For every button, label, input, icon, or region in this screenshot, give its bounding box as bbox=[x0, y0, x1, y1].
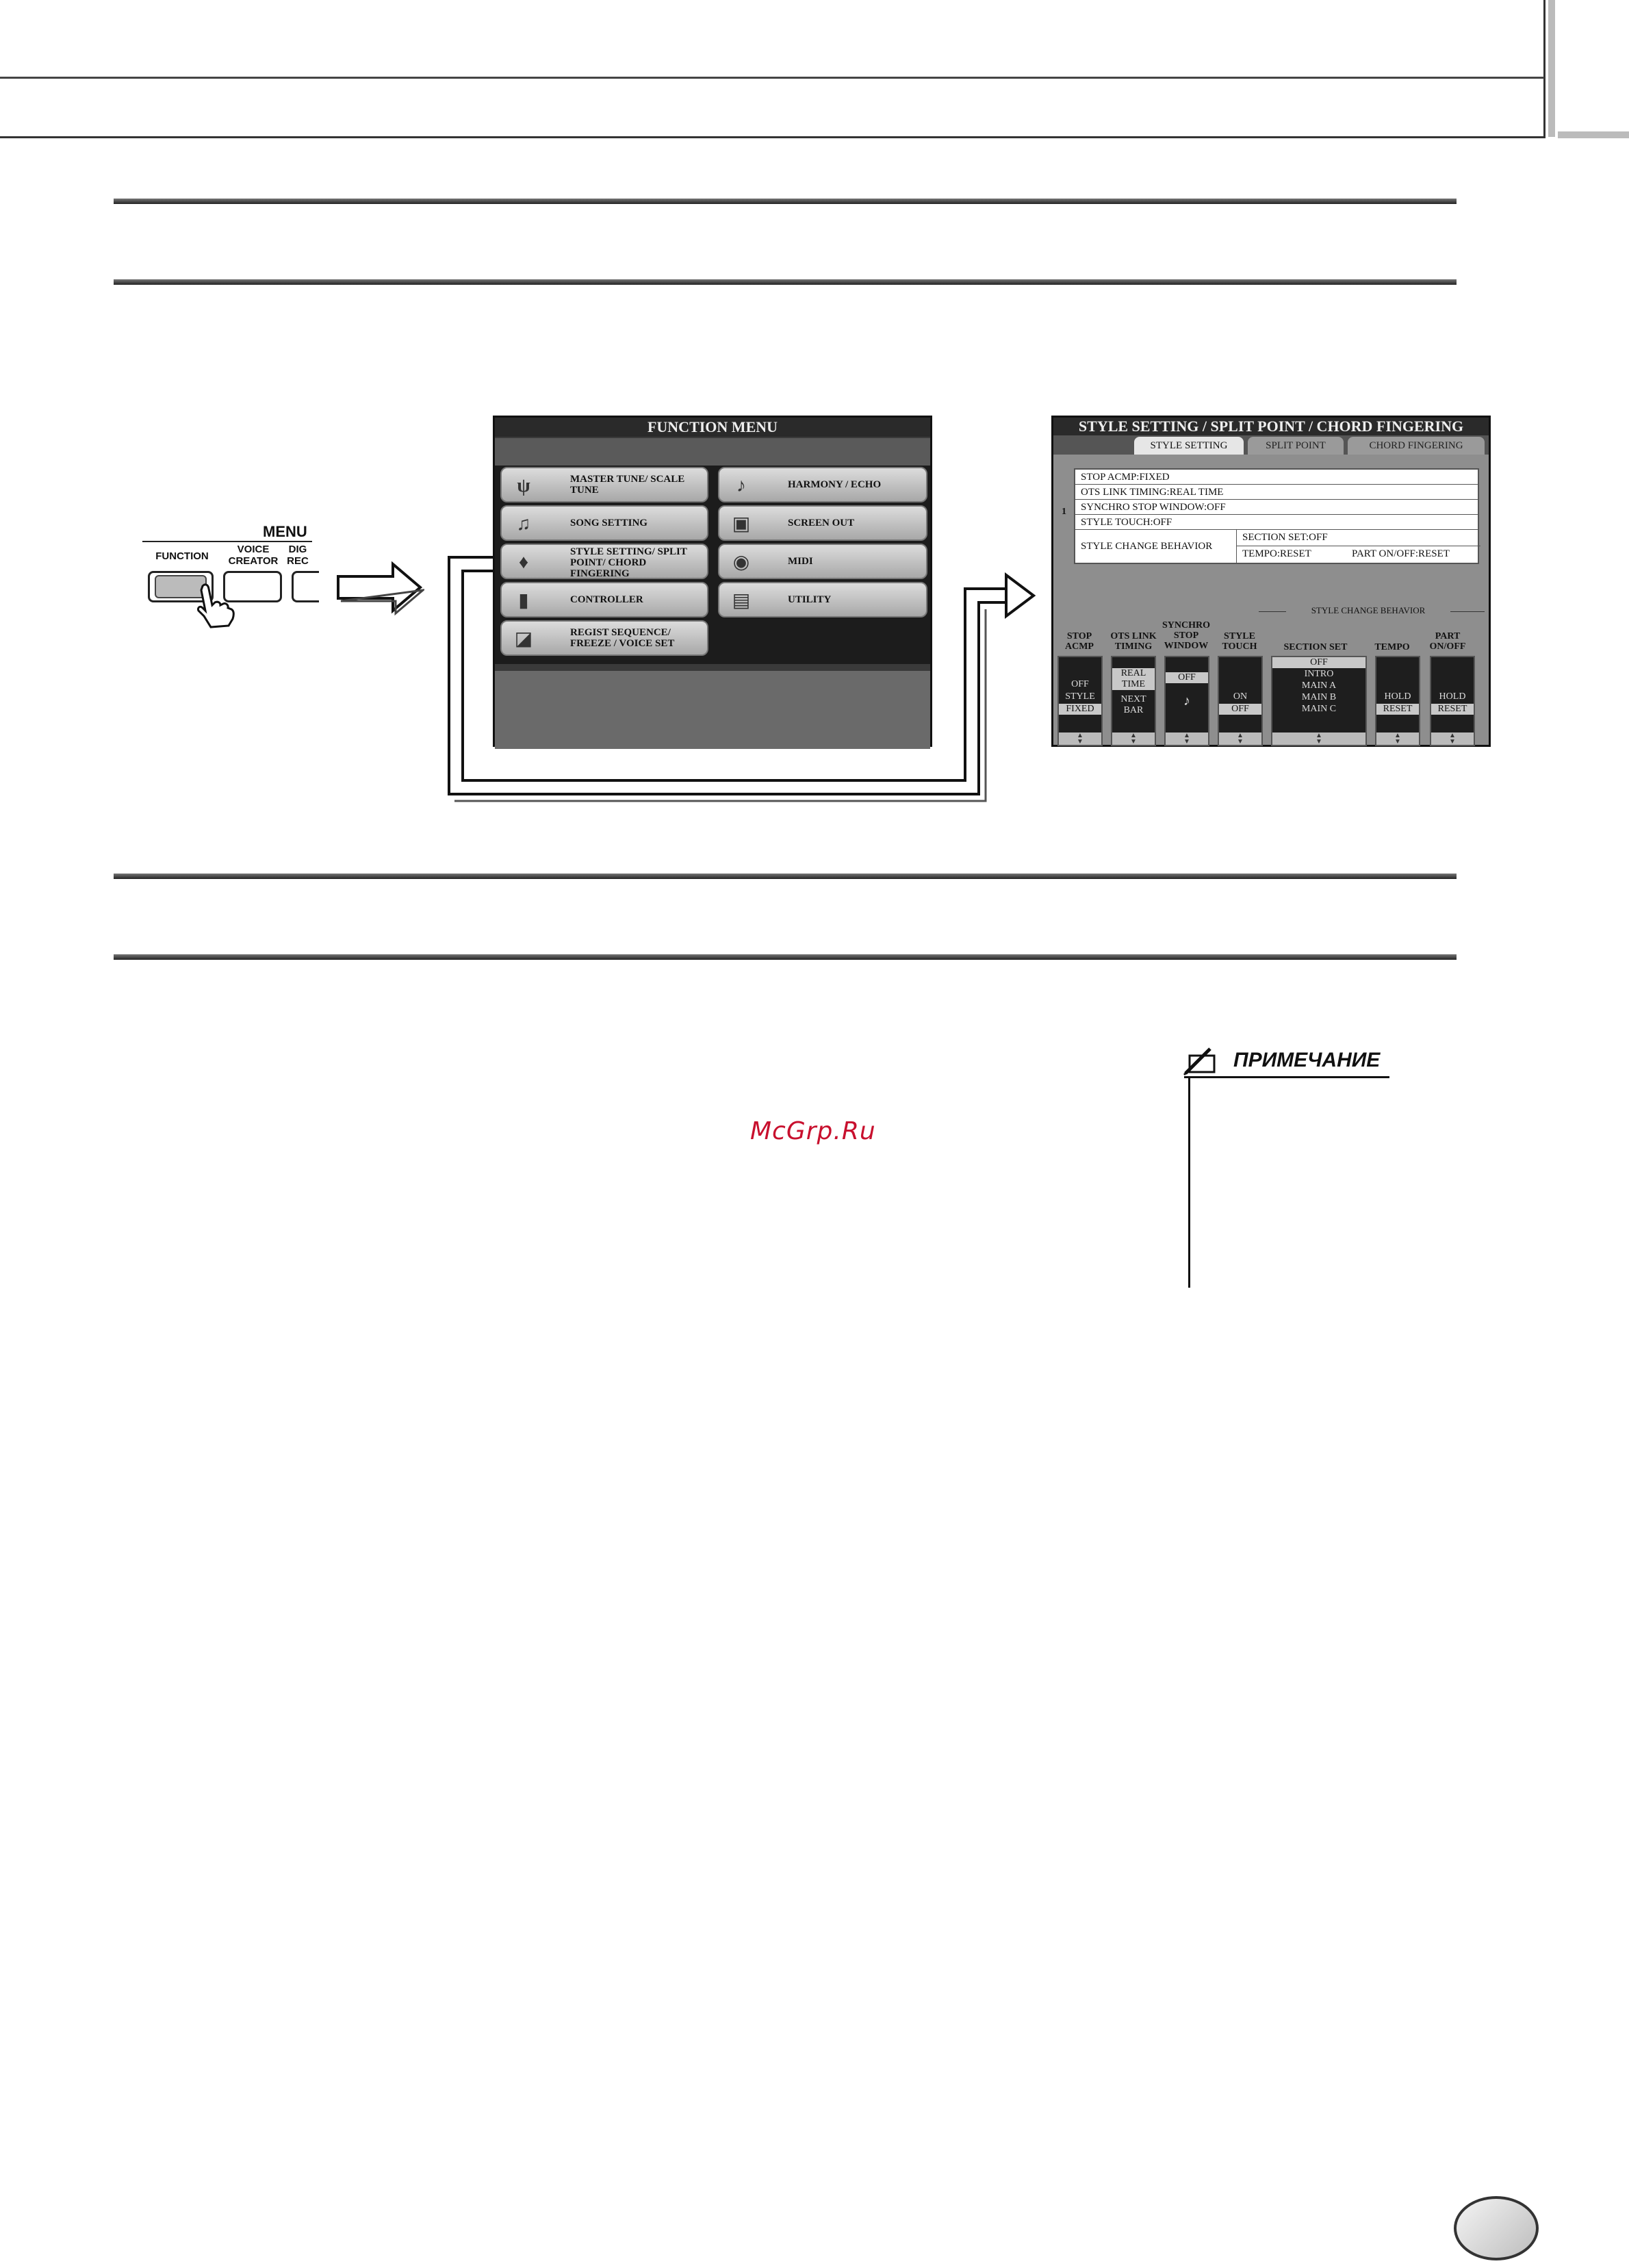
tab-chord-fingering[interactable]: CHORD FINGERING bbox=[1348, 437, 1485, 455]
page-number-badge bbox=[1454, 2196, 1539, 2260]
list-item[interactable]: STYLE TOUCH:OFF bbox=[1075, 515, 1478, 530]
harmony-icon: ♪ bbox=[736, 475, 746, 496]
menu-item-harmony-echo[interactable]: ♪ HARMONY / ECHO bbox=[718, 467, 927, 502]
tab-style-setting[interactable]: STYLE SETTING bbox=[1134, 437, 1244, 455]
list-item[interactable]: PART ON/OFF:RESET bbox=[1352, 548, 1450, 559]
utility-icon: ▤ bbox=[732, 590, 751, 611]
style-screen-title: STYLE SETTING / SPLIT POINT / CHORD FINGERING bbox=[1053, 418, 1489, 435]
style-icon: ♦ bbox=[518, 552, 529, 573]
style-settings-list[interactable] bbox=[1074, 468, 1479, 564]
page-header-frame bbox=[0, 0, 1545, 138]
col-label-tempo: TEMPO bbox=[1374, 642, 1410, 652]
digital-rec-button[interactable] bbox=[292, 571, 319, 602]
list-item[interactable]: STOP ACMP:FIXED bbox=[1075, 470, 1478, 485]
col-label-synchro-stop: SYNCHRO STOP WINDOW bbox=[1162, 620, 1210, 651]
up-down-arrows-icon[interactable]: ▲ ▼ bbox=[1166, 732, 1208, 745]
up-down-arrows-icon[interactable]: ▲ ▼ bbox=[1059, 732, 1101, 745]
up-down-arrows-icon[interactable]: ▲ ▼ bbox=[1219, 732, 1261, 745]
style-touch-selector[interactable]: ON OFF ▲ ▼ bbox=[1218, 656, 1263, 746]
menu-item-midi[interactable]: ◉ MIDI bbox=[718, 544, 927, 579]
regist-icon: ◪ bbox=[514, 628, 533, 650]
function-menu-title: FUNCTION MENU bbox=[495, 418, 930, 437]
section-rule-1b bbox=[114, 279, 1457, 285]
list-item[interactable]: TEMPO:RESET bbox=[1242, 548, 1311, 559]
section-rule-2b bbox=[114, 954, 1457, 960]
menu-item-master-tune[interactable]: ψ MASTER TUNE/ SCALE TUNE bbox=[500, 467, 708, 502]
note-icon: ♫ bbox=[516, 513, 531, 535]
up-down-arrows-icon[interactable]: ▲ ▼ bbox=[1112, 732, 1155, 745]
controller-icon: ▮ bbox=[518, 590, 529, 611]
col-label-stop-acmp: STOP ACMP bbox=[1065, 631, 1094, 652]
note-icon: ♪ bbox=[1183, 693, 1190, 709]
menu-label: MENU bbox=[263, 523, 307, 540]
side-tab-base bbox=[1558, 131, 1629, 138]
digital-rec-label: DIG REC bbox=[287, 544, 309, 567]
function-label: FUNCTION bbox=[155, 550, 209, 562]
menu-item-screen-out[interactable]: ▣ SCREEN OUT bbox=[718, 505, 927, 541]
list-item[interactable]: OTS LINK TIMING:REAL TIME bbox=[1075, 485, 1478, 500]
tuning-fork-icon: ψ bbox=[517, 475, 530, 496]
col-label-section-set: SECTION SET bbox=[1283, 642, 1348, 652]
arrow-right-icon bbox=[335, 561, 424, 616]
col-label-ots-link: OTS LINK TIMING bbox=[1110, 631, 1157, 652]
group-label: STYLE CHANGE BEHAVIOR bbox=[1286, 605, 1450, 616]
col-label-part-onoff: PART ON/OFF bbox=[1429, 631, 1466, 652]
list-item[interactable]: SYNCHRO STOP WINDOW:OFF bbox=[1075, 500, 1478, 515]
list-item[interactable]: SECTION SET:OFF bbox=[1237, 530, 1480, 546]
menu-item-regist-sequence[interactable]: ◪ REGIST SEQUENCE/ FREEZE / VOICE SET bbox=[500, 620, 708, 656]
synchro-stop-selector[interactable]: OFF ♪ ▲ ▼ bbox=[1164, 656, 1209, 746]
list-index: 1 bbox=[1062, 507, 1066, 517]
up-down-arrows-icon[interactable]: ▲ ▼ bbox=[1272, 732, 1365, 745]
watermark-text: McGrp.Ru bbox=[750, 1117, 876, 1145]
midi-icon: ◉ bbox=[732, 552, 750, 573]
section-rule-1a bbox=[114, 199, 1457, 204]
note-heading: ПРИМЕЧАНИЕ bbox=[1233, 1049, 1381, 1071]
up-down-arrows-icon[interactable]: ▲ ▼ bbox=[1376, 732, 1419, 745]
ots-link-selector[interactable]: REAL TIME NEXT BAR ▲ ▼ bbox=[1111, 656, 1156, 746]
voice-creator-label: VOICE CREATOR bbox=[228, 544, 279, 567]
style-setting-screen bbox=[1051, 416, 1491, 747]
side-tab-border bbox=[1548, 0, 1555, 137]
list-item[interactable]: STYLE CHANGE BEHAVIOR bbox=[1075, 530, 1237, 563]
section-rule-2a bbox=[114, 874, 1457, 879]
menu-panel-illustration bbox=[142, 507, 312, 616]
screen-icon: ▣ bbox=[732, 513, 751, 535]
menu-item-controller[interactable]: ▮ CONTROLLER bbox=[500, 582, 708, 617]
header-divider bbox=[0, 77, 1544, 79]
tempo-selector[interactable]: HOLD RESET ▲ ▼ bbox=[1375, 656, 1420, 746]
note-rule bbox=[1184, 1076, 1389, 1078]
menu-item-style-setting[interactable]: ♦ STYLE SETTING/ SPLIT POINT/ CHORD FINGERING bbox=[500, 544, 708, 579]
note-margin-line bbox=[1188, 1078, 1190, 1288]
part-onoff-selector[interactable]: HOLD RESET ▲ ▼ bbox=[1430, 656, 1475, 746]
col-label-style-touch: STYLE TOUCH bbox=[1222, 631, 1257, 652]
hand-pointer-icon bbox=[190, 582, 238, 630]
menu-item-utility[interactable]: ▤ UTILITY bbox=[718, 582, 927, 617]
section-set-selector[interactable]: OFF INTRO MAIN A MAIN B MAIN C ▲ ▼ bbox=[1271, 656, 1367, 746]
tab-split-point[interactable]: SPLIT POINT bbox=[1248, 437, 1344, 455]
function-menu-screen bbox=[493, 416, 932, 747]
menu-item-song-setting[interactable]: ♫ SONG SETTING bbox=[500, 505, 708, 541]
up-down-arrows-icon[interactable]: ▲ ▼ bbox=[1431, 732, 1474, 745]
stop-acmp-selector[interactable]: OFF STYLE FIXED ▲ ▼ bbox=[1057, 656, 1103, 746]
pencil-note-icon bbox=[1183, 1046, 1221, 1076]
